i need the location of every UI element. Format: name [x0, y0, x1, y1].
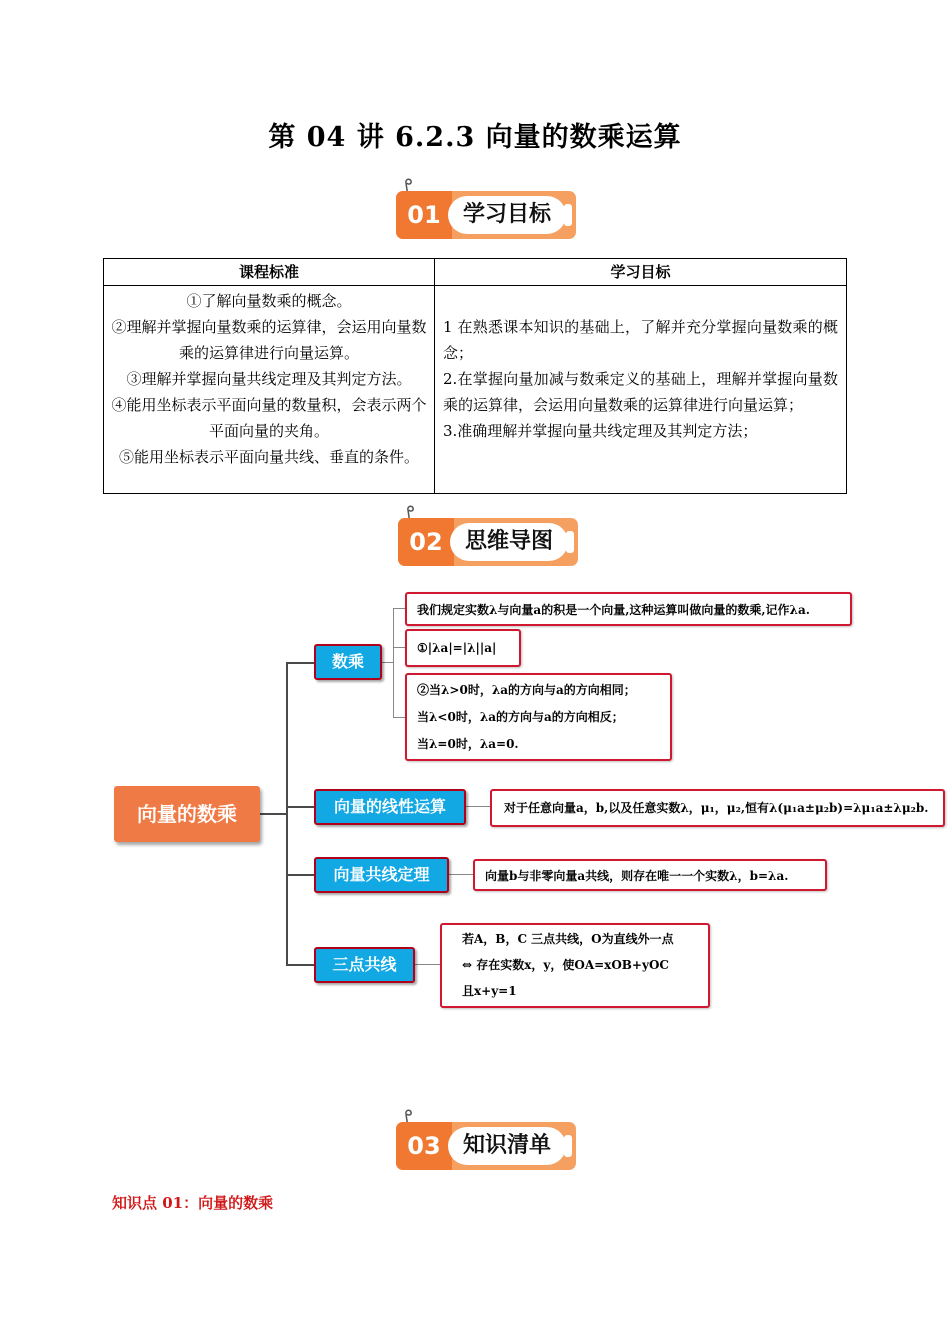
mindmap-leaf-magnitude: ①|λa|=|λ||a| [405, 629, 521, 667]
mindmap-node-collinear-theorem: 向量共线定理 [314, 857, 449, 893]
goal-item: 1 在熟悉课本知识的基础上，了解并充分掌握向量数乘的概念； [443, 318, 838, 362]
mindmap-node-three-points: 三点共线 [314, 947, 415, 983]
standard-item: ③理解并掌握向量共线定理及其判定方法。 [126, 370, 412, 388]
section-banner-02 [398, 504, 588, 572]
mindmap-leaf-collinear-theorem: 向量b与非零向量a共线，则存在唯一一个实数λ，b=λa. [473, 859, 827, 891]
leaf-line: 当λ<0时，λa的方向与a的方向相反； [417, 710, 624, 724]
mindmap-leaf-linear-law: 对于任意向量a，b,以及任意实数λ，μ₁，μ₂,恒有λ(μ₁a±μ₂b)=λμ₁a±λμ₂b. [490, 789, 945, 827]
standard-item: ②理解并掌握向量数乘的运算律，会运用向量数乘的运算律进行向量运算。 [111, 318, 427, 362]
mindmap-leaf-direction [405, 673, 672, 761]
mindmap-node-linear-ops: 向量的线性运算 [314, 789, 466, 825]
leaf-line: 当λ=0时，λa=0. [417, 737, 519, 751]
mindmap-root: 向量的数乘 [114, 786, 260, 842]
mindmap-leaf-three-points [440, 923, 710, 1008]
section-label: 思维导图 [450, 523, 568, 561]
goals-table [103, 258, 847, 494]
standard-item: ①了解向量数乘的概念。 [186, 292, 352, 310]
section-number: 03 [396, 1122, 452, 1170]
goal-item: 3.准确理解并掌握向量共线定理及其判定方法； [443, 422, 758, 440]
page-title: 第 04 讲 6.2.3 向量的数乘运算 [268, 122, 682, 153]
section-number: 01 [396, 191, 452, 239]
standard-item: ④能用坐标表示平面向量的数量积，会表示两个平面向量的夹角。 [111, 396, 427, 440]
section-banner-03 [396, 1108, 586, 1176]
section-label: 学习目标 [448, 196, 566, 234]
standard-list [104, 286, 434, 472]
knowledge-point-heading: 知识点 01：向量的数乘 [112, 1194, 274, 1212]
leaf-line: 若A，B，C 三点共线，O为直线外一点 [462, 932, 674, 946]
mindmap-node-scalar-mult: 数乘 [314, 644, 382, 680]
section-number: 02 [398, 518, 454, 566]
table-header-goals: 学习目标 [435, 259, 847, 286]
leaf-line: ⇔ 存在实数x，y，使OA=xOB+yOC [462, 958, 669, 972]
leaf-line: 且x+y=1 [462, 984, 517, 998]
goal-item: 2.在掌握向量加减与数乘定义的基础上，理解并掌握向量数乘的运算律，会运用向量数乘的运算律进行向量运算； [443, 370, 838, 414]
table-header-standard: 课程标准 [104, 259, 435, 286]
standard-item: ⑤能用坐标表示平面向量共线、垂直的条件。 [118, 448, 419, 466]
leaf-line: ②当λ>0时，λa的方向与a的方向相同； [417, 683, 636, 697]
section-banner-01 [396, 177, 586, 245]
section-label: 知识清单 [448, 1127, 566, 1165]
mindmap-leaf-definition: 我们规定实数λ与向量a的积是一个向量,这种运算叫做向量的数乘,记作λa. [405, 592, 852, 626]
goal-list [435, 286, 846, 446]
